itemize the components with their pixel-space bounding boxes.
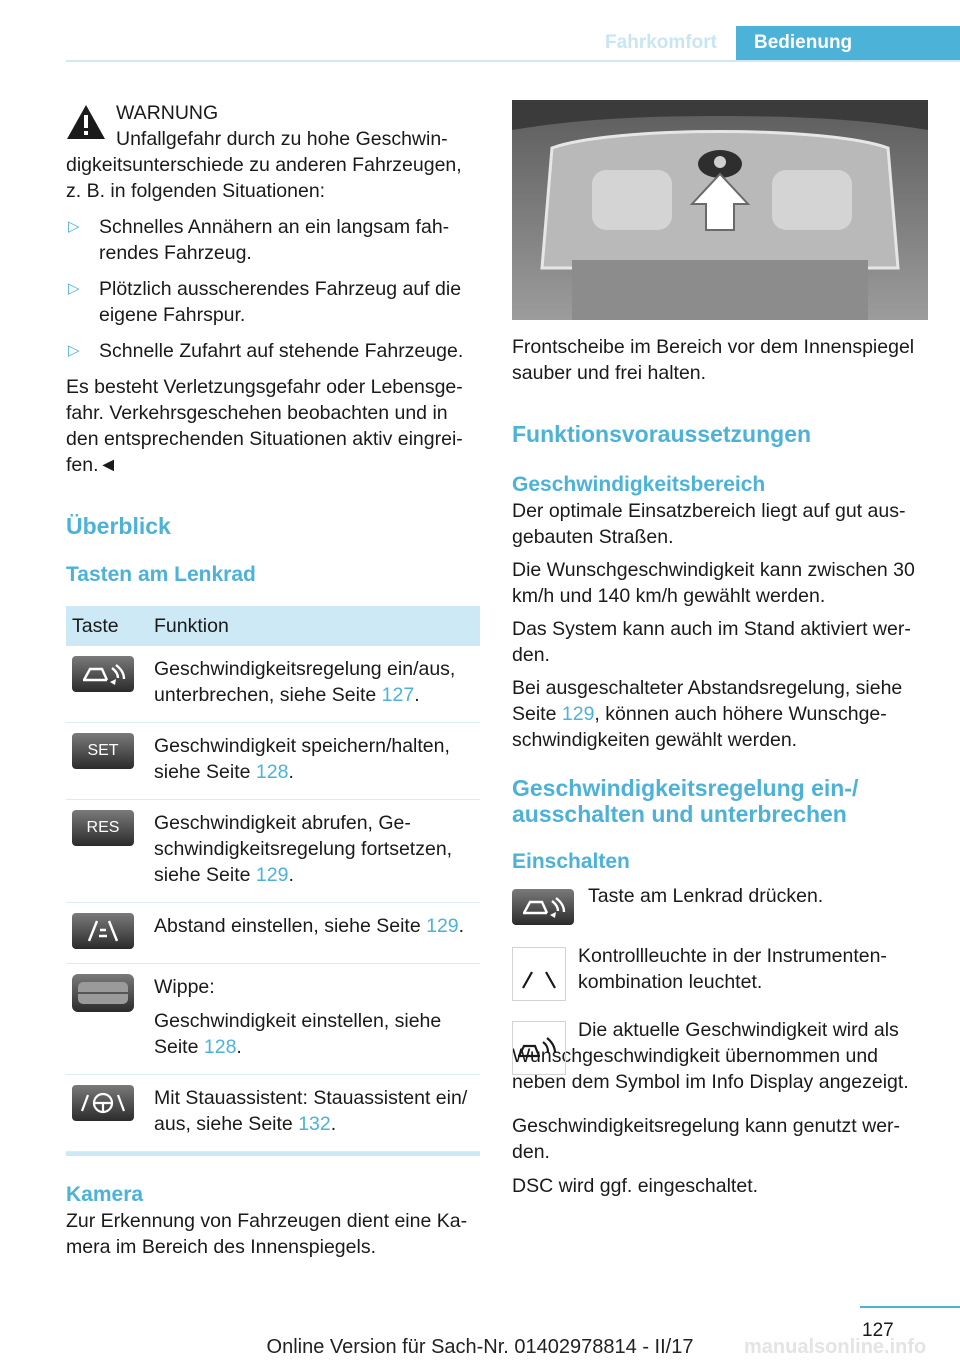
speed-range-text: Bei ausgeschalteter Abstandsregelung, siehe Seite 129, können auch höhere Wunschge-schwindigkeiten gewählt werden. (512, 677, 903, 751)
speed-range-text: Die Wunschgeschwindigkeit kann zwischen 30 km/h und 140 km/h gewählt werden. (512, 559, 915, 607)
page-number: 127 (862, 1320, 894, 1341)
page-link[interactable]: 128 (203, 1036, 237, 1058)
left-column (66, 100, 480, 1260)
section-tab[interactable]: Fahrkomfort (605, 32, 717, 53)
function-text: Geschwindigkeitsregelung ein/aus, unterbrechen, siehe Seite 127. (154, 646, 480, 723)
page-link[interactable]: 129 (561, 703, 595, 725)
switch-on-heading: Einschalten (512, 850, 630, 873)
bullet-triangle-icon: ▷ (68, 218, 80, 235)
speed-range-text: Der optimale Einsatzbereich liegt auf gut aus-gebauten Straßen. (512, 500, 906, 548)
table-end-rule (66, 1152, 480, 1156)
warning-box (66, 100, 480, 478)
watermark: manualsonline.info (744, 1336, 927, 1358)
step-indicator-light: Kontrollleuchte in der Instrumenten-kombination leuchtet. (512, 943, 928, 1005)
overview-heading: Überblick (66, 513, 171, 539)
page-link[interactable]: 127 (381, 684, 415, 706)
list-item: ▷ Schnelles Annähern an ein langsam fah-rendes Fahrzeug. (68, 216, 450, 264)
set-button: SET (72, 733, 134, 769)
dsc-text: DSC wird ggf. eingeschaltet. (512, 1175, 759, 1197)
function-text: Abstand einstellen, siehe Seite 129. (154, 903, 480, 964)
cruise-indicator-icon (512, 947, 566, 1001)
footer-rule (860, 1306, 960, 1308)
warning-text: Unfallgefahr durch zu hohe Geschwin-digkeitsunterschiede zu anderen Fahrzeugen, z. B. in folgenden Situationen: (66, 128, 462, 202)
column-header-function: Funktion (154, 606, 480, 646)
photo-caption: Frontscheibe im Bereich vor dem Innenspiegel sauber und frei halten. (512, 336, 915, 384)
list-item: ▷ Schnelle Zufahrt auf stehende Fahrzeuge. (68, 340, 464, 362)
requirements-heading: Funktionsvoraussetzungen (512, 421, 812, 447)
bullet-triangle-icon: ▷ (68, 342, 80, 359)
table-header-row (66, 606, 480, 646)
table-row (66, 1075, 480, 1152)
column-header-key: Taste (66, 606, 154, 646)
table-row (66, 964, 480, 1075)
function-text: Geschwindigkeit speichern/halten, siehe Seite 128. (154, 723, 480, 800)
table-row (66, 723, 480, 800)
chapter-tab[interactable]: Bedienung (736, 26, 960, 60)
cruise-control-icon (512, 889, 574, 925)
right-column (512, 100, 928, 1199)
warning-icon (66, 104, 106, 140)
camera-text: Zur Erkennung von Fahrzeugen dient eine Ka-mera im Bereich des Innenspiegels. (66, 1210, 468, 1258)
traffic-jam-assistant-icon (72, 1085, 134, 1121)
cruise-control-icon (72, 656, 134, 692)
online-version-note: Online Version für Sach-Nr. 01402978814 - II/17 (266, 1336, 694, 1358)
header-rule (66, 60, 960, 62)
step-current-speed: Die aktuelle Geschwindigkeit wird als Wunschgeschwindigkeit übernommen und neben dem Symbol im Info Display angezeigt. (512, 1019, 909, 1093)
list-item: ▷ Plötzlich ausscherendes Fahrzeug auf die eigene Fahrspur. (68, 278, 462, 326)
step-press-button: Taste am Lenkrad drücken. (512, 883, 928, 933)
usable-text: Geschwindigkeitsregelung kann genutzt wer-den. (512, 1115, 901, 1163)
distance-icon (72, 913, 134, 949)
warning-list (66, 214, 480, 364)
page-link[interactable]: 129 (426, 915, 459, 937)
res-button: RES (72, 810, 134, 846)
function-text: Geschwindigkeit abrufen, Ge-schwindigkeitsregelung fortsetzen, siehe Seite 129. (154, 800, 480, 903)
windshield-camera-photo (512, 100, 928, 320)
page-link[interactable]: 128 (255, 761, 289, 783)
function-text: Wippe: Geschwindigkeit einstellen, siehe Seite 128. (154, 964, 480, 1075)
on-off-heading: Geschwindigkeitsregelung ein-/ ausschalten und unterbrechen (512, 775, 859, 827)
page-link[interactable]: 129 (255, 864, 289, 886)
speed-range-heading: Geschwindigkeitsbereich (512, 473, 766, 496)
warning-closing: Es besteht Verletzungsgefahr oder Lebensge-fahr. Verkehrsgeschehen beobachten und in den entsprechenden Situationen aktiv eingrei-fen.◄ (66, 376, 463, 476)
rocker-switch-icon (72, 974, 134, 1012)
table-row (66, 646, 480, 723)
table-row (66, 800, 480, 903)
page-link[interactable]: 132 (298, 1113, 331, 1135)
cruise-display-icon (512, 1021, 566, 1075)
bullet-triangle-icon: ▷ (68, 280, 80, 297)
buttons-subheading: Tasten am Lenkrad (66, 563, 256, 586)
table-row (66, 903, 480, 964)
speed-range-text: Das System kann auch im Stand aktiviert wer-den. (512, 618, 911, 666)
camera-heading: Kamera (66, 1183, 144, 1206)
warning-label: WARNUNG (116, 102, 219, 124)
buttons-table (66, 606, 480, 1152)
function-text: Mit Stauassistent: Stauassistent ein/ aus, siehe Seite 132. (154, 1075, 480, 1152)
